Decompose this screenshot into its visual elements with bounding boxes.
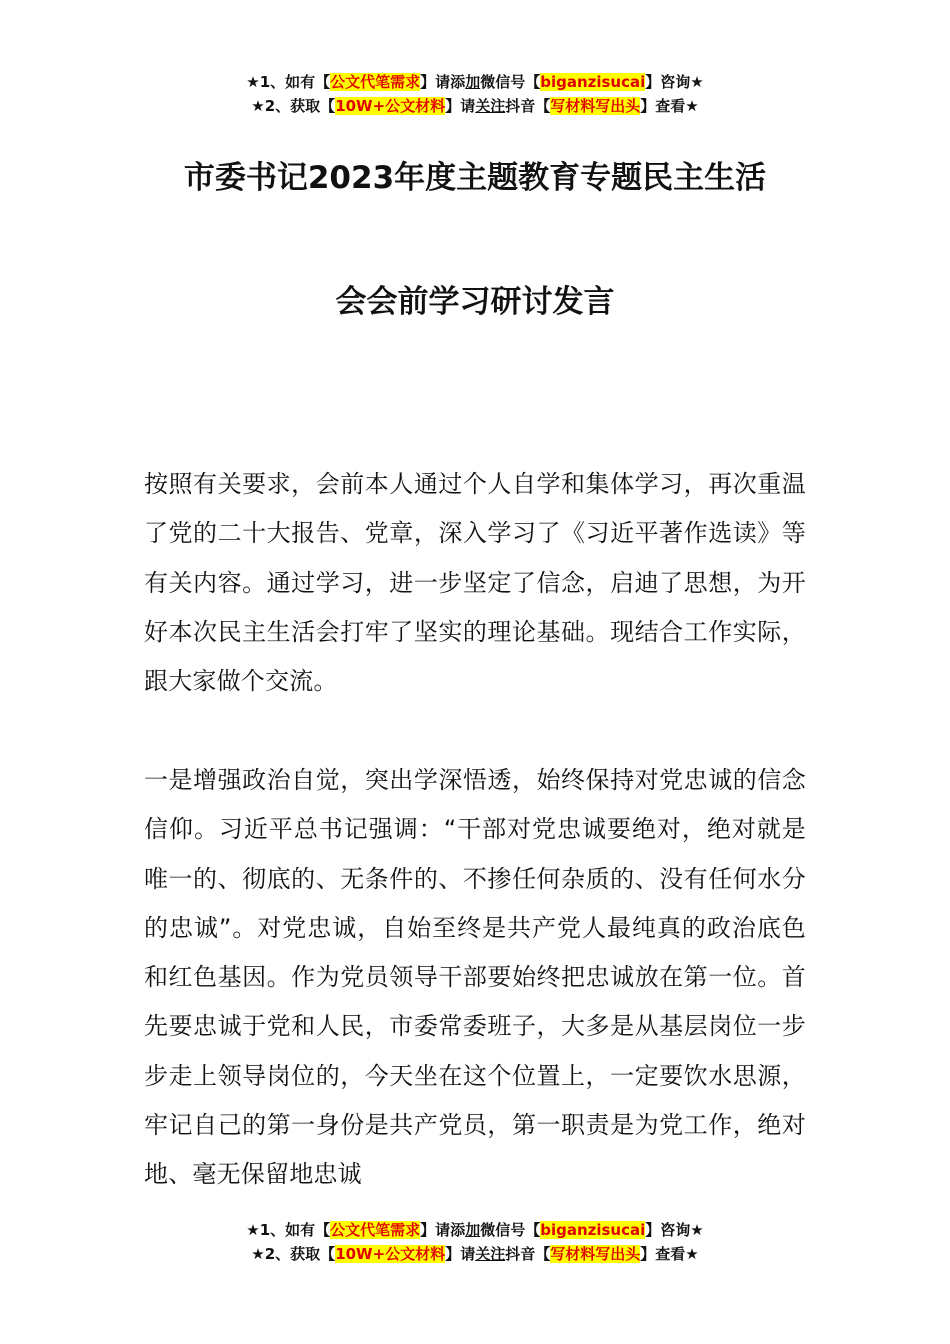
promo-highlight: 10W+公文材料 [335, 1245, 446, 1263]
promo-text: 抖音【 [505, 1245, 551, 1263]
promo-text: 】咨询★ [645, 73, 704, 91]
promo-text: ★2、获取【 [251, 1245, 336, 1263]
promo-highlight: 公文代笔需求 [330, 73, 421, 91]
promo-underline: 加 [465, 1221, 481, 1239]
promo-line-2 [0, 94, 950, 118]
promo-highlight: 公文代笔需求 [330, 1221, 421, 1239]
promo-text: ★1、如有【 [246, 1221, 331, 1239]
promo-text: 】请 [445, 97, 476, 115]
promo-text: ★2、获取【 [251, 97, 336, 115]
promo-highlight: 10W+公文材料 [335, 97, 446, 115]
body-paragraph: 按照有关要求，会前本人通过个人自学和集体学习，再次重温了党的二十大报告、党章，深入学习了《习近平著作选读》等有关内容。通过学习，进一步坚定了信念，启迪了思想，为开好本次民主生活会打牢了坚实的理论基础。现结合工作实际，跟大家做个交流。 [144, 470, 806, 696]
promo-text: 微信号【 [480, 1221, 541, 1239]
promo-text: 抖音【 [505, 97, 551, 115]
promo-underline: 加 [465, 73, 481, 91]
promo-text: 微信号【 [480, 73, 541, 91]
promo-text: 】请 [445, 1245, 476, 1263]
promo-text: 】查看★ [640, 97, 699, 115]
promo-douyin-id: 写材料写出头 [550, 1245, 641, 1263]
promo-text: 】请添 [420, 1221, 466, 1239]
body-paragraph: 一是增强政治自觉，突出学深悟透，始终保持对党忠诚的信念信仰。习近平总书记强调：“干部对党忠诚要绝对，绝对就是唯一的、彻底的、无条件的、不掺任何杂质的、没有任何水分的忠诚”。对党忠诚，自始至终是共产党人最纯真的政治底色和红色基因。作为党员领导干部要始终把忠诚放在第一位。首先要忠诚于党和人民，市委常委班子，大多是从基层岗位一步步走上领导岗位的，今天坐在这个位置上，一定要饮水思源，牢记自己的第一身份是共产党员，第一职责是为党工作，绝对地、毫无保留地忠诚 [144, 766, 806, 1189]
promo-underline: 关注 [475, 1245, 506, 1263]
header-promo-banner [0, 70, 950, 118]
promo-line-1 [0, 70, 950, 94]
promo-text: 】咨询★ [645, 1221, 704, 1239]
promo-wechat-id: biganzisucai [540, 1221, 646, 1239]
document-title-line-1: 市委书记2023年度主题教育专题民主生活 [183, 160, 767, 196]
promo-text: ★1、如有【 [246, 73, 331, 91]
promo-text: 】请添 [420, 73, 466, 91]
promo-underline: 关注 [475, 97, 506, 115]
footer-promo-banner [0, 1218, 950, 1266]
promo-douyin-id: 写材料写出头 [550, 97, 641, 115]
promo-line-1 [0, 1218, 950, 1242]
document-title-line-2: 会会前学习研讨发言 [335, 284, 615, 320]
promo-text: 】查看★ [640, 1245, 699, 1263]
promo-line-2 [0, 1242, 950, 1266]
promo-wechat-id: biganzisucai [540, 73, 646, 91]
